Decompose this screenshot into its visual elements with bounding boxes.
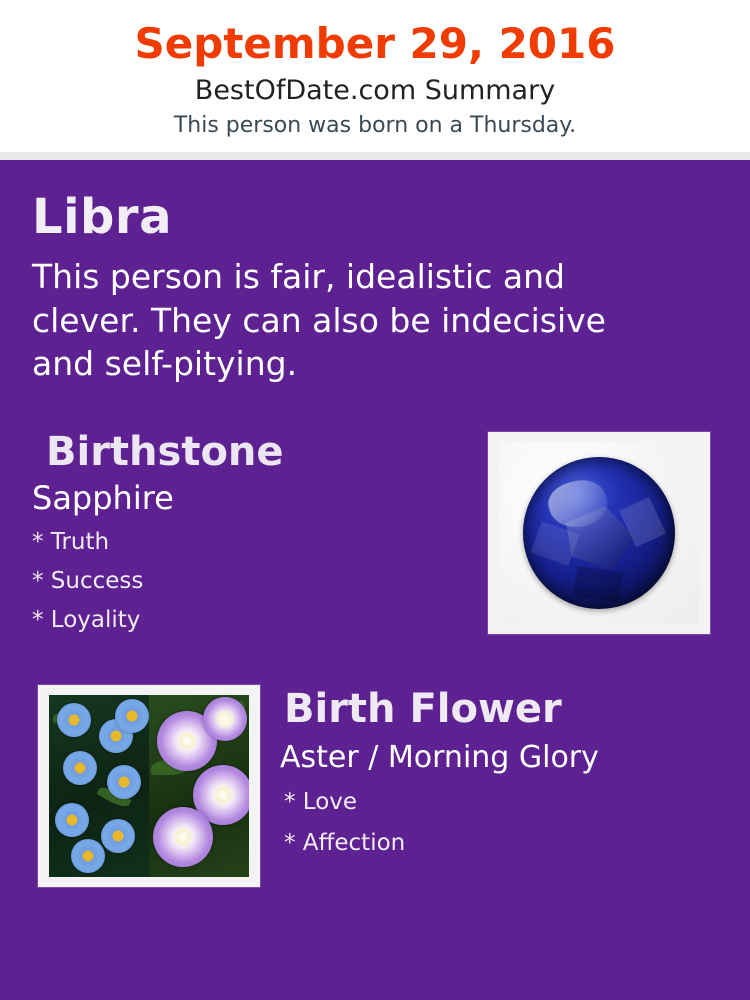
birthstone-image-frame	[488, 432, 710, 634]
morning-glory-bloom	[153, 807, 213, 867]
birthflower-image-frame	[38, 685, 260, 887]
page-title: September 29, 2016	[134, 19, 616, 68]
aster-bloom	[101, 819, 135, 853]
aster-bloom	[55, 803, 89, 837]
header-divider	[0, 152, 750, 160]
aster-bloom	[63, 751, 97, 785]
aster-bloom	[71, 839, 105, 873]
birthstone-trait: * Loyality	[32, 607, 141, 634]
birthstone-text-block	[32, 428, 452, 634]
site-name: BestOfDate.com Summary	[194, 75, 556, 107]
birthflower-name: Aster / Morning Glory	[280, 739, 599, 775]
birthflower-text-block	[280, 685, 718, 857]
morning-glory-bloom	[203, 697, 247, 741]
aster-bloom	[115, 699, 149, 733]
birthstone-trait: * Truth	[32, 528, 110, 555]
gem-shape	[523, 457, 675, 609]
gem-facet	[531, 521, 580, 566]
aster-morning-glory-icon	[49, 695, 249, 877]
aster-bloom	[57, 703, 91, 737]
birth-weekday-text: This person was born on a Thursday.	[173, 112, 577, 138]
birthflower-title: Birth Flower	[284, 685, 562, 732]
sapphire-gem-icon	[499, 442, 699, 624]
birthstone-title: Birthstone	[46, 428, 284, 475]
birthstone-section	[32, 428, 718, 647]
birthstone-name: Sapphire	[32, 478, 174, 517]
card-header	[0, 0, 750, 152]
aster-photo-half	[49, 695, 149, 877]
card-body	[0, 160, 750, 1000]
birthstone-trait: * Success	[32, 568, 144, 595]
aster-bloom	[107, 765, 141, 799]
birthflower-section	[32, 685, 718, 895]
morning-glory-photo-half	[149, 695, 249, 877]
zodiac-sign-name: Libra	[32, 188, 172, 245]
birthflower-trait: * Love	[284, 788, 358, 815]
gem-facet	[620, 497, 667, 547]
zodiac-description: This person is fair, idealistic and clever. They can also be indecisive and self-pitying.	[32, 256, 606, 384]
gem-facet	[573, 566, 622, 602]
birthflower-trait: * Affection	[284, 829, 406, 856]
